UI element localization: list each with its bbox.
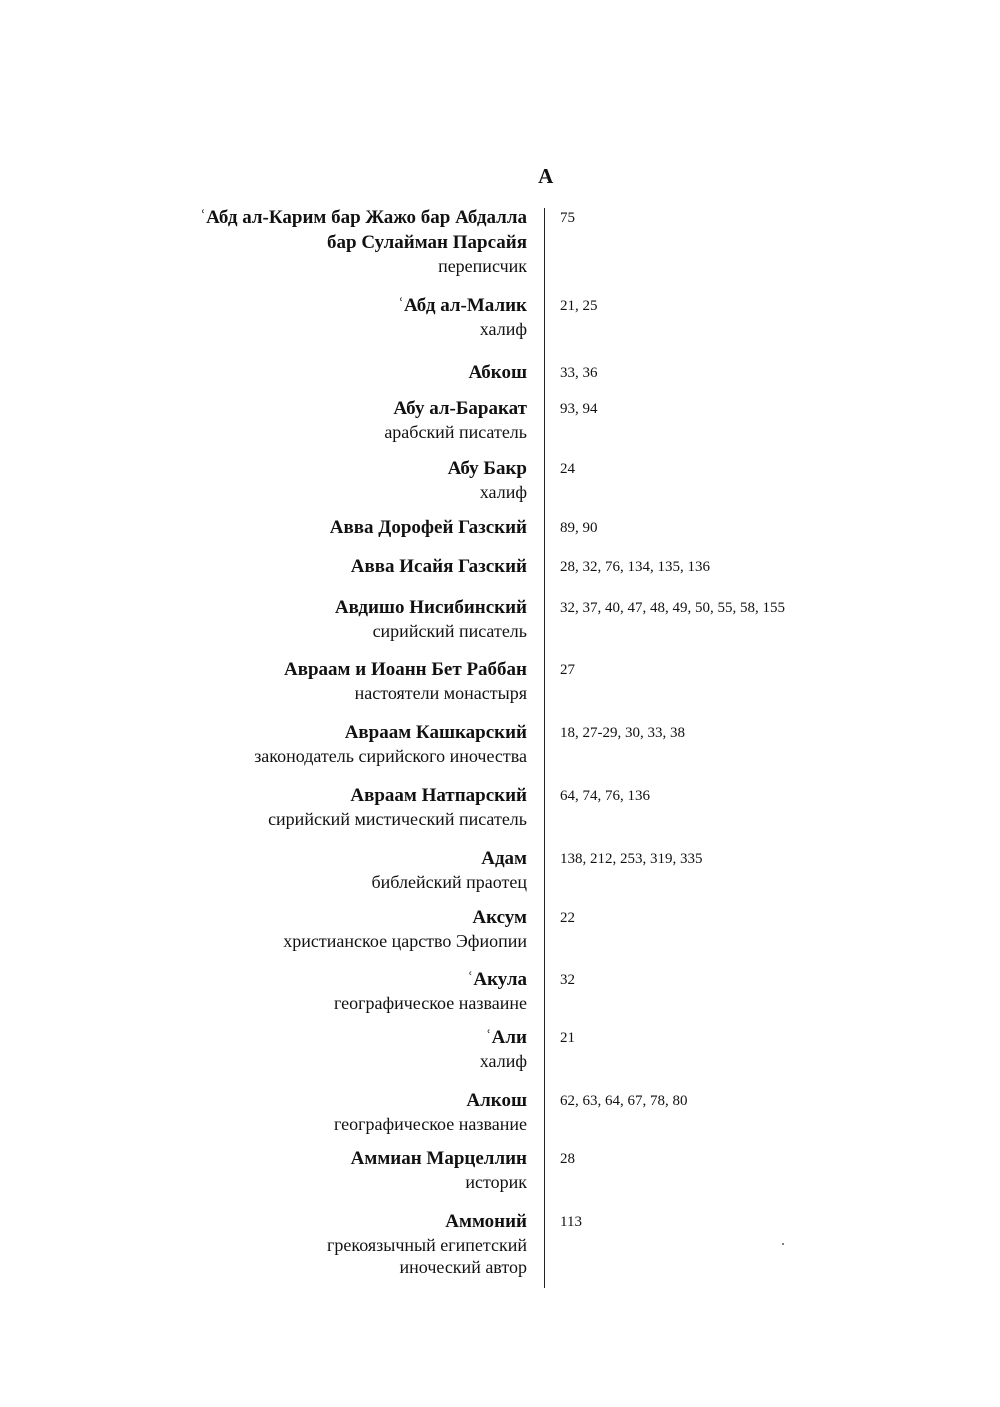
entry-name: Аммиан Марцеллин <box>350 1148 527 1169</box>
entry-pages: 62, 63, 64, 67, 78, 80 <box>560 1093 688 1109</box>
entry-pages: 21, 25 <box>560 298 598 314</box>
entry-pages: 18, 27-29, 30, 33, 38 <box>560 725 685 741</box>
entry-left <box>254 720 527 767</box>
entry-pages: 64, 74, 76, 136 <box>560 788 650 804</box>
entry-left <box>351 1146 527 1193</box>
entry-left <box>284 657 527 704</box>
entry-name: Авраам и Иоанн Бет Раббан <box>284 659 527 680</box>
entry-name: Алкош <box>466 1090 527 1111</box>
entry-description: халиф <box>479 1051 527 1071</box>
entry-name: Авраам Натпарский <box>350 785 527 806</box>
entry-pages: 93, 94 <box>560 401 598 417</box>
column-divider <box>544 208 545 1288</box>
entry-left <box>335 595 527 642</box>
entry-description: халиф <box>479 482 527 502</box>
entry-left <box>384 396 527 443</box>
entry-left <box>448 456 527 503</box>
entry-pages: 89, 90 <box>560 520 598 536</box>
entry-name: Аксум <box>472 907 527 928</box>
entry-pages: 21 <box>560 1030 575 1046</box>
page-speck <box>782 1243 784 1245</box>
entry-left <box>330 515 527 540</box>
entry-pages: 138, 212, 253, 319, 335 <box>560 851 703 867</box>
entry-pages: 32 <box>560 972 575 988</box>
entry-pages: 22 <box>560 910 575 926</box>
entry-description: географическое название <box>333 1114 527 1134</box>
entry-description: историк <box>465 1172 527 1192</box>
entry-name: ʿАбд ал-Малик <box>397 295 527 316</box>
entry-left <box>372 846 527 893</box>
entry-pages: 24 <box>560 461 575 477</box>
entry-description: грекоязычный египетский <box>327 1235 527 1255</box>
entry-left <box>200 205 527 277</box>
entry-name: Авдишо Нисибинский <box>334 597 527 618</box>
entry-name: Адам <box>481 848 527 869</box>
entry-pages: 28 <box>560 1151 575 1167</box>
entry-left <box>351 554 527 579</box>
entry-name: ʿАкула <box>467 969 527 990</box>
entry-description-continued: иноческий автор <box>399 1257 527 1277</box>
section-letter: А <box>538 164 554 188</box>
entry-description: сирийский писатель <box>372 621 527 641</box>
entry-name: Авва Исайя Газский <box>350 556 527 577</box>
entry-left <box>398 293 527 340</box>
entry-pages: 27 <box>560 662 575 678</box>
entry-name: Абу Бакр <box>447 458 527 479</box>
entry-left <box>268 783 527 830</box>
entry-name: Аммоний <box>445 1211 527 1232</box>
entry-left <box>334 1088 527 1135</box>
entry-description: халиф <box>479 319 527 339</box>
entry-description: христианское царство Эфиопии <box>283 931 527 951</box>
entry-description: библейский праотец <box>371 872 527 892</box>
entry-description: настоятели монастыря <box>354 683 527 703</box>
entry-name: Авва Дорофей Газский <box>329 517 527 538</box>
entry-description: арабский писатель <box>384 422 527 442</box>
entry-name: Абу ал-Баракат <box>393 398 527 419</box>
entry-description: географическое назваине <box>333 993 527 1013</box>
entry-left <box>327 1209 527 1278</box>
entry-name-continued: бар Сулайман Парсайя <box>327 232 527 253</box>
entry-name: ʿАбд ал-Карим бар Жажо бар Абдалла <box>199 207 527 228</box>
entry-description: законодатель сирийского иночества <box>254 746 527 766</box>
entry-pages: 113 <box>560 1214 582 1230</box>
entry-pages: 75 <box>560 210 575 226</box>
entry-left <box>480 1025 527 1072</box>
entry-left <box>283 905 527 952</box>
entry-pages: 28, 32, 76, 134, 135, 136 <box>560 559 710 575</box>
entry-description: переписчик <box>438 256 527 276</box>
entry-pages: 32, 37, 40, 47, 48, 49, 50, 55, 58, 155 <box>560 600 785 616</box>
entry-name: Авраам Кашкарский <box>344 722 527 743</box>
entry-description: сирийский мистический писатель <box>268 809 527 829</box>
entry-left <box>469 360 528 385</box>
entry-left <box>334 967 527 1014</box>
entry-name: ʿАли <box>485 1027 527 1048</box>
entry-pages: 33, 36 <box>560 365 598 381</box>
entry-name: Абкош <box>468 362 527 383</box>
